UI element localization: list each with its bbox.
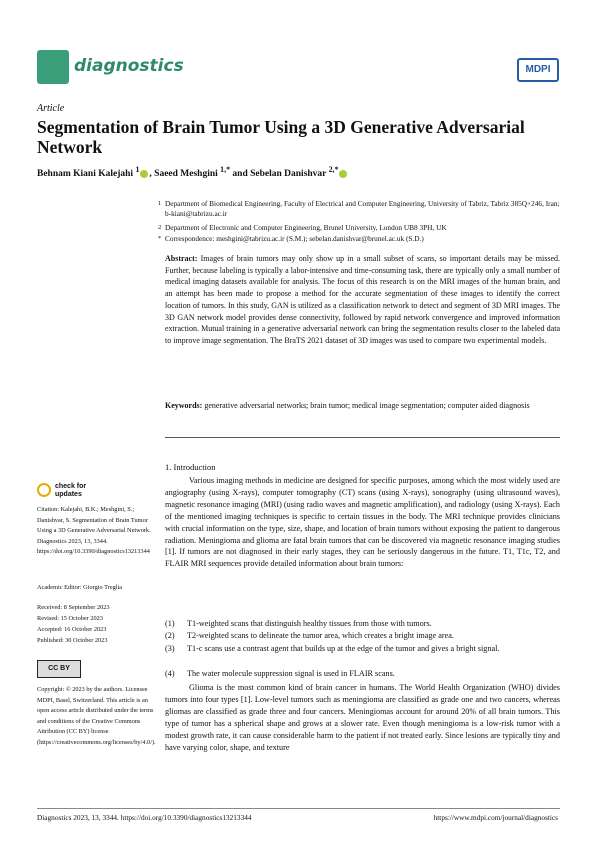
list-number: (2) bbox=[165, 631, 175, 640]
orcid-icon[interactable] bbox=[140, 170, 148, 178]
affiliation-number: * bbox=[158, 235, 162, 242]
cc-license-icon[interactable]: CC BY bbox=[37, 660, 81, 678]
copyright[interactable]: Copyright: © 2023 by the authors. Licensee MDPI, Basel, Switzerland. This article is an open access article distributed under the terms and conditions of the Creative Commons Attribution (CC BY) license (https://creativecommons.org/licenses/by/4.0/). bbox=[37, 686, 156, 746]
journal-name: diagnostics bbox=[74, 56, 184, 76]
academic-editor: Academic Editor: Giorgio Treglia bbox=[37, 584, 123, 591]
keywords-label: Keywords: bbox=[165, 401, 203, 410]
footer-citation[interactable]: Diagnostics 2023, 13, 3344. https://doi.org/10.3390/diagnostics13213344 bbox=[37, 813, 252, 822]
author-name[interactable]: Behnam Kiani Kalejahi bbox=[37, 169, 134, 180]
list-text: T1-c scans use a contrast agent that builds up at the edge of the tumor and gives a bright signal. bbox=[187, 644, 500, 653]
author-name[interactable]: Saeed Meshgini bbox=[154, 169, 218, 180]
author-mark: 1 bbox=[135, 165, 140, 174]
list-number: (3) bbox=[165, 644, 175, 653]
orcid-icon[interactable] bbox=[339, 170, 347, 178]
list-number: (4) bbox=[165, 669, 175, 678]
section-heading: 1. Introduction bbox=[165, 462, 216, 472]
authors-and: and bbox=[232, 169, 248, 180]
list-number: (1) bbox=[165, 619, 175, 628]
footer-divider bbox=[37, 808, 560, 809]
affiliation bbox=[158, 223, 565, 233]
list-text: T1-weighted scans that distinguish healthy tissues from those with tumors. bbox=[187, 619, 432, 628]
article-title: Segmentation of Brain Tumor Using a 3D Generative Adversarial Network bbox=[37, 117, 525, 157]
divider bbox=[165, 437, 560, 438]
author-mark: 2,* bbox=[328, 165, 339, 174]
list-text: The water molecule suppression signal is used in FLAIR scans. bbox=[187, 669, 395, 678]
check-updates-label: check for updates bbox=[55, 483, 87, 498]
abstract-text: Images of brain tumors may only show up in a small subset of scans, so important details may be missed. Further, because labeling is typically a labor-intensive and time-consuming task, there are typically only a small number of medical imaging datasets available for analysis. The focus of this research is on the MRI images of the human brain, and an attempt has been made to propose a method for the accurate segmentation of these images to identify the correct location of tumors. In this study, GAN is utilized as a classification network to detect and segment of 3D MRI images. The 3D GAN network model provides dense connectivity, followed by rapid network convergence and improved information extraction. Mutual training in a generative adversarial network can bring the segmentation results closer to the labeled data to improve image segmentation. The BraTS 2021 dataset of 3D images was used to compare two experimental models. bbox=[165, 254, 561, 345]
received-date: Received: 8 September 2023 bbox=[37, 604, 110, 611]
affiliation-text: Department of Biomedical Engineering, Faculty of Electrical and Computer Engineering, University of Tabriz, Tabriz 385Q+246, Iran; b-kiani@tabrizu.ac.ir bbox=[165, 199, 560, 218]
check-updates-icon bbox=[37, 483, 51, 497]
abstract-label: Abstract: bbox=[165, 254, 198, 263]
affiliation-number: 2 bbox=[158, 224, 162, 231]
affiliation-text: Department of Electronic and Computer Engineering, Brunel University, London UB8 3PH, UK bbox=[165, 223, 447, 232]
keywords bbox=[165, 400, 560, 412]
revised-date: Revised: 15 October 2023 bbox=[37, 615, 103, 622]
abstract bbox=[165, 253, 560, 347]
correspondence bbox=[158, 234, 565, 244]
affiliation-text[interactable]: Correspondence: meshgini@tabrizu.ac.ir (S.M.); sebelan.danishvar@brunel.ac.uk (S.D.) bbox=[165, 234, 424, 243]
keywords-text: generative adversarial networks; brain tumor; medical image segmentation; computer aided diagnosis bbox=[204, 401, 530, 410]
article-type: Article bbox=[37, 103, 65, 114]
accepted-date: Accepted: 16 October 2023 bbox=[37, 626, 107, 633]
publisher-logo: MDPI bbox=[517, 58, 559, 82]
paragraph: Various imaging methods in medicine are designed for specific purposes, among which the most widely used are angiography (using X-rays), computer tomography (CT) scans (using X-rays), sonography (using ultrasound waves), magnetic resonance imaging (MRI) (using radio waves and magnetic amplification), and radiology (using X-rays). Each of the mentioned imaging techniques is specific to certain tissues in the body. The MRI technique provides clinicians with crucial information on the type, size, shape, and location of brain tumors without exposing the patient to dangerous radiation. Meningioma and glioma are fatal brain tumors that can be discovered via magnetic resonance imaging studies [1]. If tumors are not diagnosed in their early stages, they can be seriously dangerous in the future. T1, T1c, T2, and FLAIR MRI sequences provide detailed information about brain tumors: bbox=[165, 476, 560, 569]
affiliation bbox=[158, 199, 565, 219]
footer-journal-url[interactable]: https://www.mdpi.com/journal/diagnostics bbox=[433, 813, 558, 822]
author-mark: 1,* bbox=[220, 165, 231, 174]
journal-logo-icon bbox=[37, 50, 69, 84]
citation[interactable]: Citation: Kalejahi, B.K.; Meshgini, S.; Danishvar, S. Segmentation of Brain Tumor Using a 3D Generative Adversarial Network. Diagnostics 2023, 13, 3344. https://doi.org/10.3390/diagnostics13213344 bbox=[37, 506, 151, 555]
paragraph: Glioma is the most common kind of brain cancer in humans. The World Health Organization (WHO) divides tumors into four types [1]. Low-level tumors such as meningioma are classified as grade one and two cancers, whereas gliomas are classified as grade three and four cancers. Meningiomas account for around 20% of all brain tumors. This type of tumor has a spherical shape and grows at a slower rate. Even though meningioma is a low-risk tumor with a modest growth rate, it can cause considerable harm to the patient if not treated early. Since lesions are typically tiny and have varying color, shape, and texture bbox=[165, 683, 560, 752]
list-text: T2-weighted scans to delineate the tumor area, which creates a bright image area. bbox=[187, 631, 454, 640]
affiliation-number: 1 bbox=[158, 200, 162, 207]
author-name[interactable]: Sebelan Danishvar bbox=[250, 169, 327, 180]
published-date: Published: 30 October 2023 bbox=[37, 637, 108, 644]
author-list: Behnam Kiani Kalejahi $^1$ , Saeed Meshgini $^{1,*}$ and Sebelan Danishvar $^{2,*}$ bbox=[37, 165, 348, 179]
